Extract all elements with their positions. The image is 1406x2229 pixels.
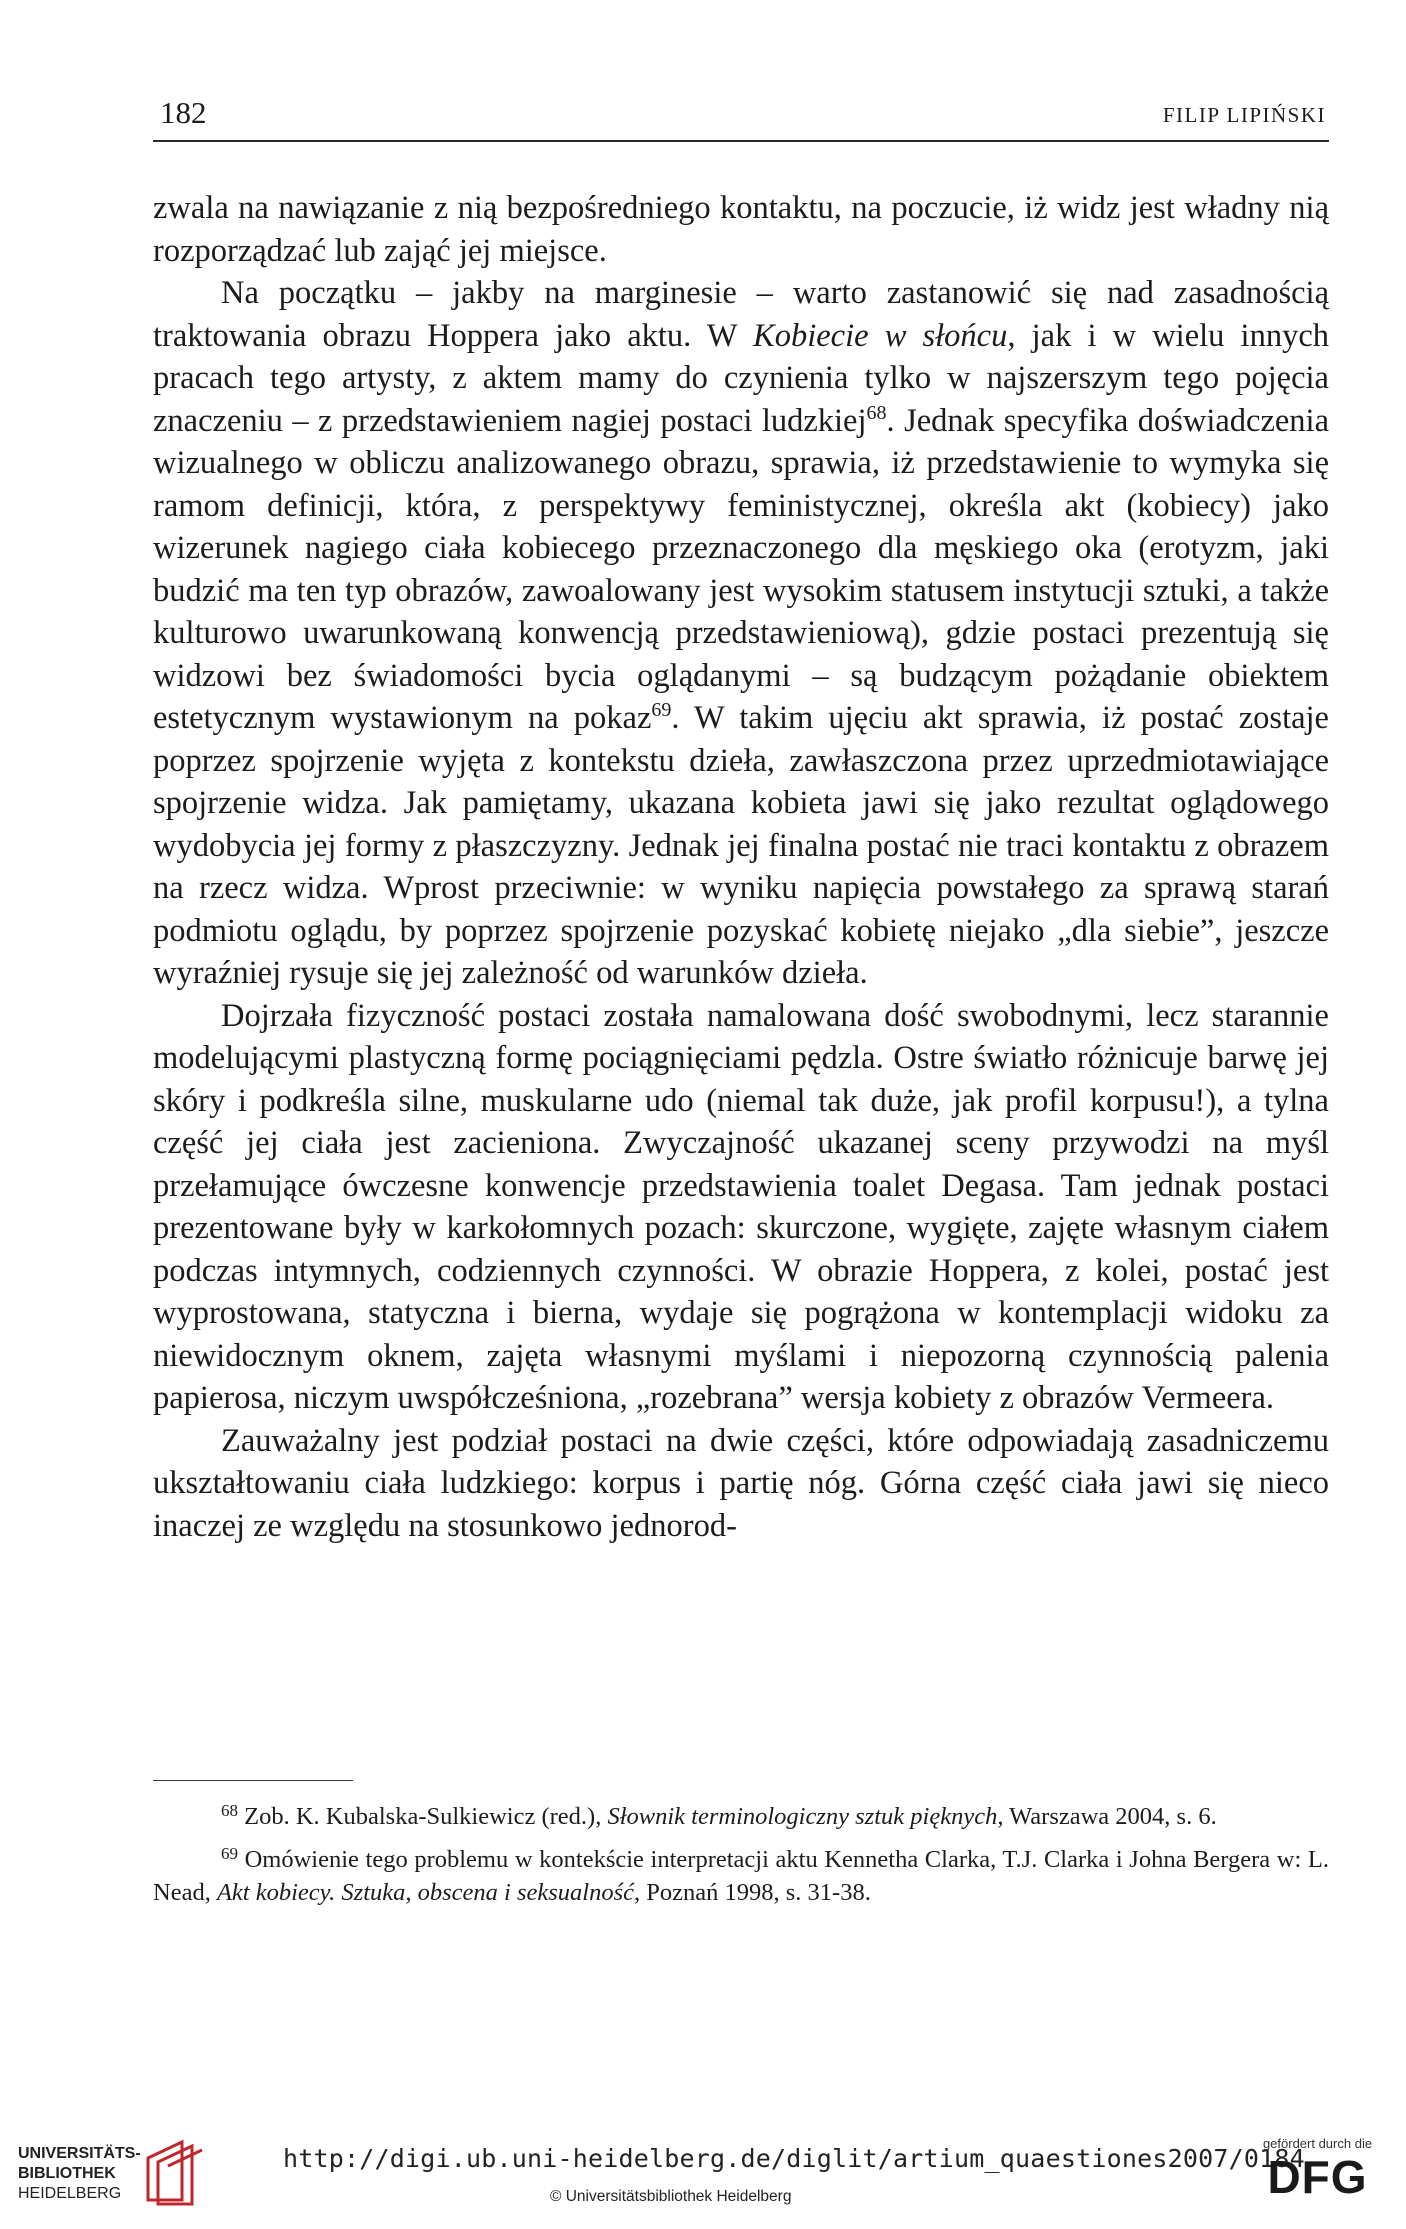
running-head-author: FILIP LIPIŃSKI <box>1162 103 1326 127</box>
running-head <box>153 96 1329 142</box>
university-library-logo[interactable] <box>18 2138 208 2208</box>
footnote-68-title: Słownik terminologiczny sztuk pięknych <box>607 1803 998 1830</box>
dfg-logo[interactable] <box>1245 2136 1390 2216</box>
footnote-ref-69[interactable]: 69 <box>651 699 672 721</box>
body-text <box>153 187 1329 1547</box>
permalink-url[interactable]: http://digi.ub.uni-heidelberg.de/diglit/artium_quaestiones2007/0184 <box>283 2144 1305 2173</box>
footnote-69 <box>153 1843 1329 1909</box>
library-mark-icon <box>142 2138 206 2208</box>
footnote-68 <box>153 1800 1329 1833</box>
footnote-69-text-a: Omówienie tego problemu w kontekście interpretacji aktu Kennetha Clarka, T.J. Clarka i Johna Bergera w: L. Nead, <box>153 1846 1329 1906</box>
footnote-divider <box>153 1780 353 1781</box>
paragraph-2-part-b: , jak i w wielu innych pracach tego artysty, z aktem mamy do czynienia tylko w najszerszym tego pojęcia znaczeniu – z przedstawieniem nagiej postaci ludzkiej <box>153 317 1329 439</box>
uni-name-line-2: BIBLIOTHEK <box>18 2165 116 2182</box>
paragraph-2-part-c: . Jednak specyfika doświadczenia wizualnego w obliczu analizowanego obrazu, sprawia, iż przedstawienie to wymyka się ramom definicji, która, z perspektywy feministycznej, określa akt (kobiecy) jako wizerunek nagiego ciała kobiecego przeznaczonego dla męskiego oka (erotyzm, jaki budzić ma ten typ obrazów, zawoalowany jest wysokim statusem instytucji sztuki, a także kulturowo uwarunkowaną konwencją przedstawieniową), gdzie postaci prezentują się widzowi bez świadomości bycia oglądanymi – są budzącym pożądanie obiektem estetycznym wystawionym na pokaz <box>153 402 1330 736</box>
footnote-68-number: 68 <box>221 1801 238 1820</box>
paragraph-1: zwala na nawiązanie z nią bezpośredniego kontaktu, na poczucie, iż widz jest władny nią rozporządzać lub zająć jej miejsce. <box>153 190 1329 269</box>
footnote-68-text-b: , Warszawa 2004, s. 6. <box>997 1803 1217 1830</box>
paragraph-2-part-d: . W takim ujęciu akt sprawia, iż postać zostaje poprzez spojrzenie wyjęta z kontekstu dzieła, zawłaszczona przez uprzedmiotawiające spojrzenie widza. Jak pamiętamy, ukazana kobieta jawi się jako rezultat oglądowego wydobycia jej formy z płaszczyzny. Jednak jej finalna postać nie traci kontaktu z obrazem na rzecz widza. Wprost przeciwnie: w wyniku napięcia powstałego za sprawą starań podmiotu oglądu, by poprzez spojrzenie pozyskać kobietę niejako „dla siebie”, jeszcze wyraźniej rysuje się jej zależność od warunków dzieła. <box>153 700 1329 991</box>
copyright-notice: © Universitätsbibliothek Heidelberg <box>550 2188 792 2205</box>
footnote-69-title: Akt kobiecy. Sztuka, obscena i seksualność <box>216 1879 635 1906</box>
footnote-68-text-a: Zob. K. Kubalska-Sulkiewicz (red.), <box>238 1803 608 1830</box>
dfg-wordmark: DFG <box>1267 2151 1368 2203</box>
university-library-name <box>18 2144 141 2204</box>
paragraph-4: Zauważalny jest podział postaci na dwie części, które odpowiadają zasadniczemu ukształtowaniu ciała ludzkiego: korpus i partię nóg. Górna część ciała jawi się nieco inaczej ze względu na stosunkowo jednorod- <box>153 1422 1329 1544</box>
paragraph-2 <box>153 272 1329 995</box>
footnote-69-text-b: , Poznań 1998, s. 31-38. <box>634 1879 871 1906</box>
uni-name-line-3: HEIDELBERG <box>18 2185 122 2202</box>
footnote-69-number: 69 <box>221 1844 238 1863</box>
uni-name-line-1: UNIVERSITÄTS- <box>18 2145 141 2162</box>
footnote-ref-68[interactable]: 68 <box>866 401 887 424</box>
footnotes <box>153 1800 1329 1919</box>
paragraph-3: Dojrzała fizyczność postaci została namalowana dość swobodnymi, lecz starannie modelującymi plastyczną formę pociągnięciami pędzla. Ostre światło różnicuje barwę jej skóry i podkreśla silne, muskularne udo (niemal tak duże, jak profil korpusu!), a tylna część jej ciała jest zacieniona. Zwyczajność ukazanej sceny przywodzi na myśl przełamujące ówczesne konwencje przedstawienia toalet Degasa. Tam jednak postaci prezentowane były w karkołomnych pozach: skurczone, wygięte, zajęte własnym ciałem podczas intymnych, codziennych czynności. W obrazie Hoppera, z kolei, postać jest wyprostowana, statyczna i bierna, wydaje się pogrążona w kontemplacji widoku za niewidocznym oknem, zajęta własnymi myślami i niepozorną czynnością palenia papierosa, niczym uwspółcześniona, „rozebrana” wersja kobiety z obrazów Vermeera. <box>153 997 1329 1416</box>
artwork-title: Kobiecie w słońcu <box>753 317 1008 354</box>
page-number: 182 <box>160 95 207 130</box>
page-footer <box>0 2128 1406 2229</box>
dfg-caption: gefördert durch die <box>1262 2136 1373 2151</box>
paragraph-2-part-a: Na początku – jakby na marginesie – warto zastanowić się nad zasadnością traktowania obrazu Hoppera jako aktu. W <box>153 275 1329 354</box>
